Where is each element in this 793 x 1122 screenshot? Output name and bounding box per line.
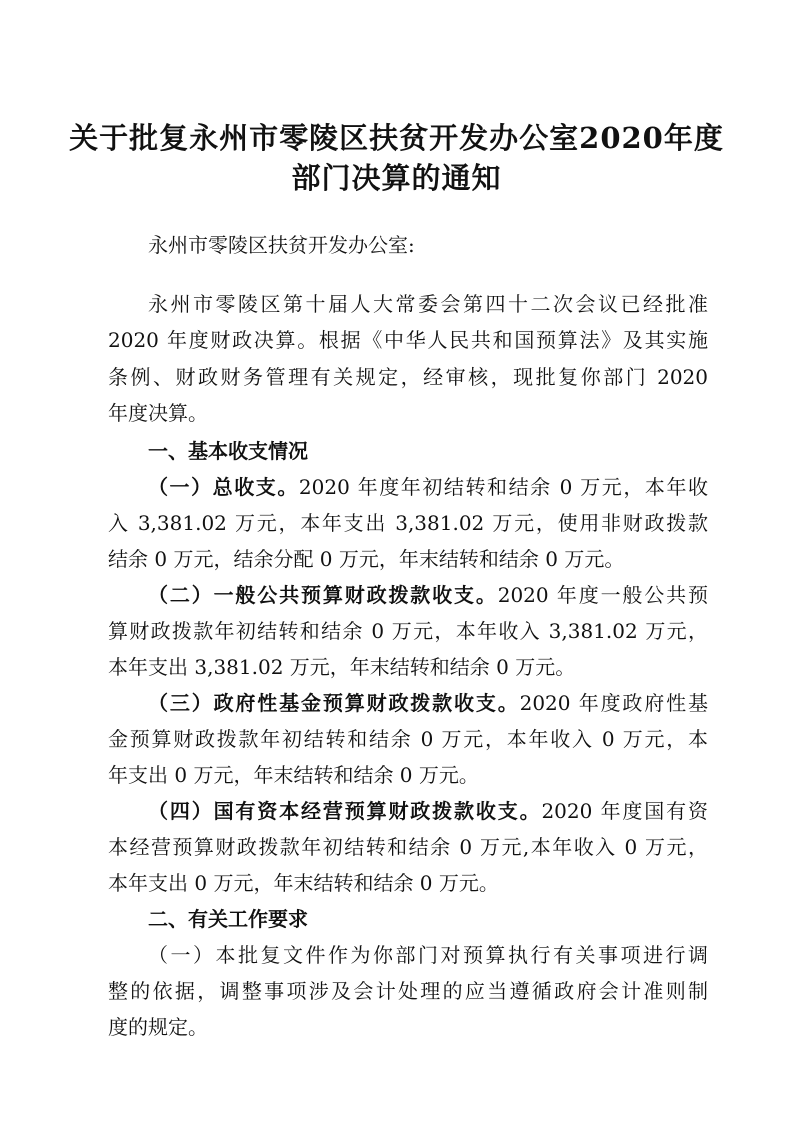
section-2-item-1-line-3: 度的规定。 bbox=[108, 1015, 208, 1039]
section-1-item-2-label: （二）一般公共预算财政拨款收支。 bbox=[148, 583, 498, 607]
section-2-item-1-line-2: 整的依据，调整事项涉及会计处理的应当遵循政府会计准则制 bbox=[108, 979, 708, 1003]
section-1-item-1-line-1: （一）总收支。2020 年度年初结转和结余 0 万元，本年收 bbox=[148, 475, 709, 499]
section-1-item-3-line-2: 金预算财政拨款年初结转和结余 0 万元，本年收入 0 万元，本 bbox=[108, 727, 708, 751]
section-1-item-1-line-3: 结余 0 万元，结余分配 0 万元，年末结转和结余 0 万元。 bbox=[108, 547, 625, 571]
section-1-item-3-label: （三）政府性基金预算财政拨款收支。 bbox=[148, 691, 520, 715]
section-1-item-1-label: （一）总收支。 bbox=[148, 475, 299, 499]
section-1-item-3-line-3: 年支出 0 万元，年末结转和结余 0 万元。 bbox=[108, 763, 479, 787]
section-1-heading: 一、基本收支情况 bbox=[148, 439, 308, 463]
section-1-item-4-line-2: 本经营预算财政拨款年初结转和结余 0 万元,本年收入 0 万元， bbox=[108, 835, 708, 859]
section-1-item-4-line-1: （四）国有资本经营预算财政拨款收支。2020 年度国有资 bbox=[148, 799, 708, 823]
section-1-item-4-line-3: 本年支出 0 万元，年末结转和结余 0 万元。 bbox=[108, 871, 499, 895]
addressee: 永州市零陵区扶贫开发办公室: bbox=[148, 233, 415, 257]
section-1-item-1-line-2: 入 3,381.02 万元，本年支出 3,381.02 万元，使用非财政拨款 bbox=[108, 511, 708, 535]
section-2-heading: 二、有关工作要求 bbox=[148, 907, 308, 931]
section-1-item-2-line-2: 算财政拨款年初结转和结余 0 万元，本年收入 3,381.02 万元， bbox=[108, 619, 708, 643]
section-2-item-1-line-1: （一）本批复文件作为你部门对预算执行有关事项进行调 bbox=[148, 943, 708, 967]
document-title-line-2: 部门决算的通知 bbox=[291, 161, 502, 195]
document-title-line-1: 关于批复永州市零陵区扶贫开发办公室2020年度 bbox=[69, 121, 724, 155]
section-1-item-2-line-3: 本年支出 3,381.02 万元，年末结转和结余 0 万元。 bbox=[108, 655, 576, 679]
section-1-item-4-label: （四）国有资本经营预算财政拨款收支。 bbox=[148, 799, 542, 823]
intro-line-4: 年度决算。 bbox=[108, 401, 208, 425]
intro-line-1: 永州市零陵区第十届人大常委会第四十二次会议已经批准 bbox=[148, 292, 708, 316]
intro-line-3: 条例、财政财务管理有关规定，经审核，现批复你部门 2020 bbox=[108, 365, 708, 389]
section-1-item-3-line-1: （三）政府性基金预算财政拨款收支。2020 年度政府性基 bbox=[148, 691, 708, 715]
section-1-item-2-line-1: （二）一般公共预算财政拨款收支。2020 年度一般公共预 bbox=[148, 583, 708, 607]
intro-line-2: 2020 年度财政决算。根据《中华人民共和国预算法》及其实施 bbox=[108, 328, 708, 352]
